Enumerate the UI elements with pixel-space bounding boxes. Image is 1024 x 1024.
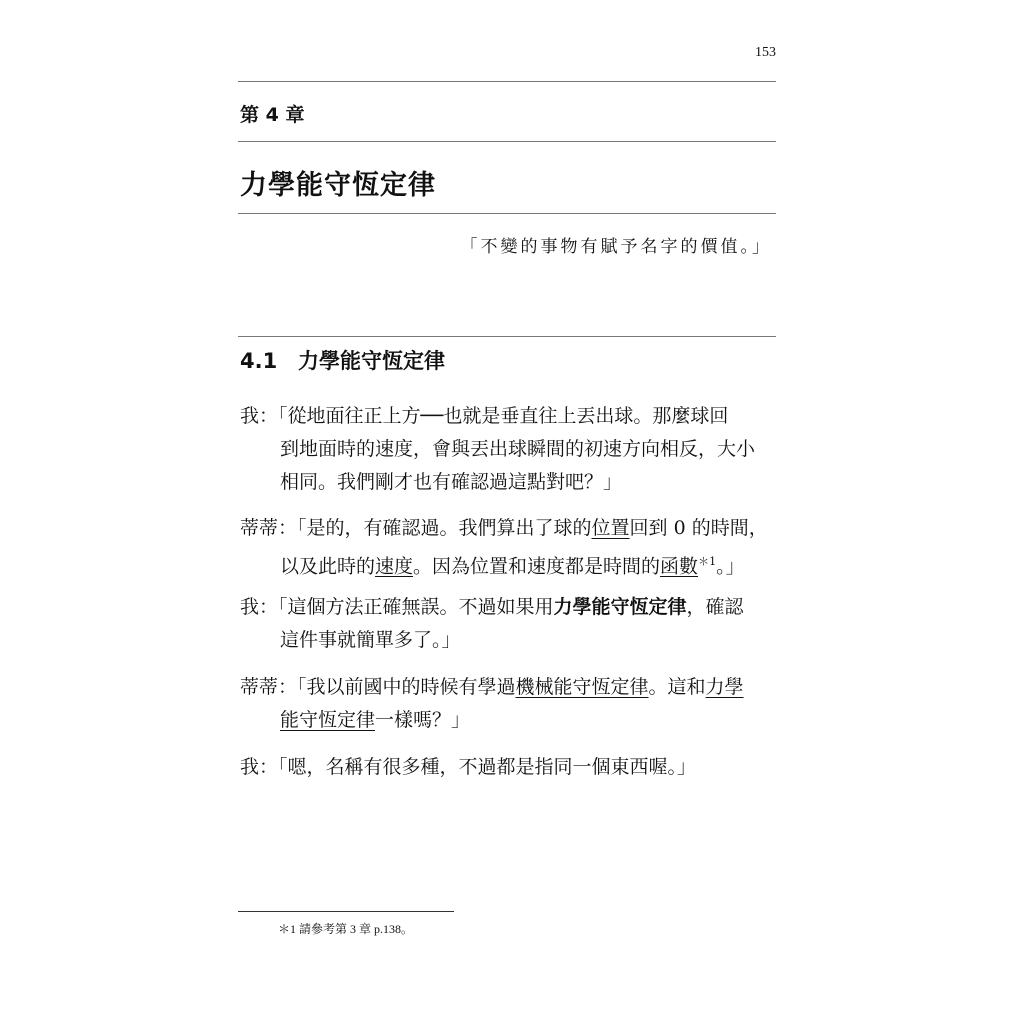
section-number: 4.1 xyxy=(240,349,278,373)
dialogue-paragraph-4 xyxy=(240,671,780,737)
dialogue-line xyxy=(240,512,780,545)
footnote: ＊1 請參考第 3 章 p.138。 xyxy=(278,922,414,936)
dialogue-line xyxy=(240,591,780,624)
dialogue-line: 到地面時的速度，會與丟出球瞬間的初速方向相反，大小 xyxy=(280,438,756,460)
dialogue-line xyxy=(240,671,780,704)
term-speed: 速度 xyxy=(375,555,414,578)
dialogue-text: 。這和 xyxy=(648,676,706,698)
chapter-label: 第 4 章 xyxy=(240,104,305,126)
dialogue-text: 回到 0 的時間， xyxy=(629,517,768,539)
dialogue-text: 一樣嗎？」 xyxy=(375,709,471,731)
dialogue-paragraph-3 xyxy=(240,591,780,657)
dialogue-line xyxy=(240,545,780,583)
term-machine-energy-law: 機械能守恆定律 xyxy=(515,676,649,698)
term-function: 函數 xyxy=(660,555,699,578)
dialogue-text: ，確認 xyxy=(686,596,744,618)
dialogue-text: 蒂蒂：「我以前國中的時候有學過 xyxy=(240,676,516,698)
footnote-rule xyxy=(238,911,454,912)
dialogue-paragraph-1 xyxy=(240,400,780,499)
chapter-title: 力學能守恆定律 xyxy=(240,170,436,201)
section-rule xyxy=(238,336,776,337)
dialogue-text: 以及此時的 xyxy=(280,555,376,578)
section-title: 力學能守恆定律 xyxy=(298,349,445,373)
dialogue-text: 。」 xyxy=(716,555,745,578)
dialogue-text: 我：「這個方法正確無誤。不過如果用 xyxy=(240,596,554,618)
dialogue-text: 蒂蒂：「是的，有確認過。我們算出了球的 xyxy=(240,517,592,539)
dialogue-line: 相同。我們剛才也有確認過這點對吧？」 xyxy=(280,471,623,493)
footnote-ref: ＊1 xyxy=(698,555,717,568)
term-mechanical-energy-law: 力學能守恆定律 xyxy=(553,596,687,618)
dialogue-text: 。因為位置和速度都是時間的 xyxy=(413,555,661,578)
dialogue-paragraph-5 xyxy=(240,751,780,784)
term-position: 位置 xyxy=(591,517,630,539)
chapter-rule xyxy=(238,141,776,142)
dialogue-paragraph-2 xyxy=(240,512,780,583)
dialogue-line: 我：「從地面往正上方──也就是垂直往上丟出球。那麼球回 xyxy=(240,405,729,427)
footnote-ref-number: 1 xyxy=(709,555,717,568)
chapter-epigraph: 「不變的事物有賦予名字的價值。」 xyxy=(460,237,772,257)
dialogue-line: 這件事就簡單多了。」 xyxy=(280,629,461,651)
term-mechanical-energy-law-part1: 力學 xyxy=(705,676,744,698)
section-heading xyxy=(240,345,445,375)
title-rule xyxy=(238,213,776,214)
dialogue-line xyxy=(240,704,780,737)
term-mechanical-energy-law-part2: 能守恆定律 xyxy=(280,709,376,731)
dialogue-line: 我：「嗯，名稱有很多種，不過都是指同一個東西喔。」 xyxy=(240,756,697,778)
page-number: 153 xyxy=(755,45,776,60)
top-rule xyxy=(238,81,776,82)
